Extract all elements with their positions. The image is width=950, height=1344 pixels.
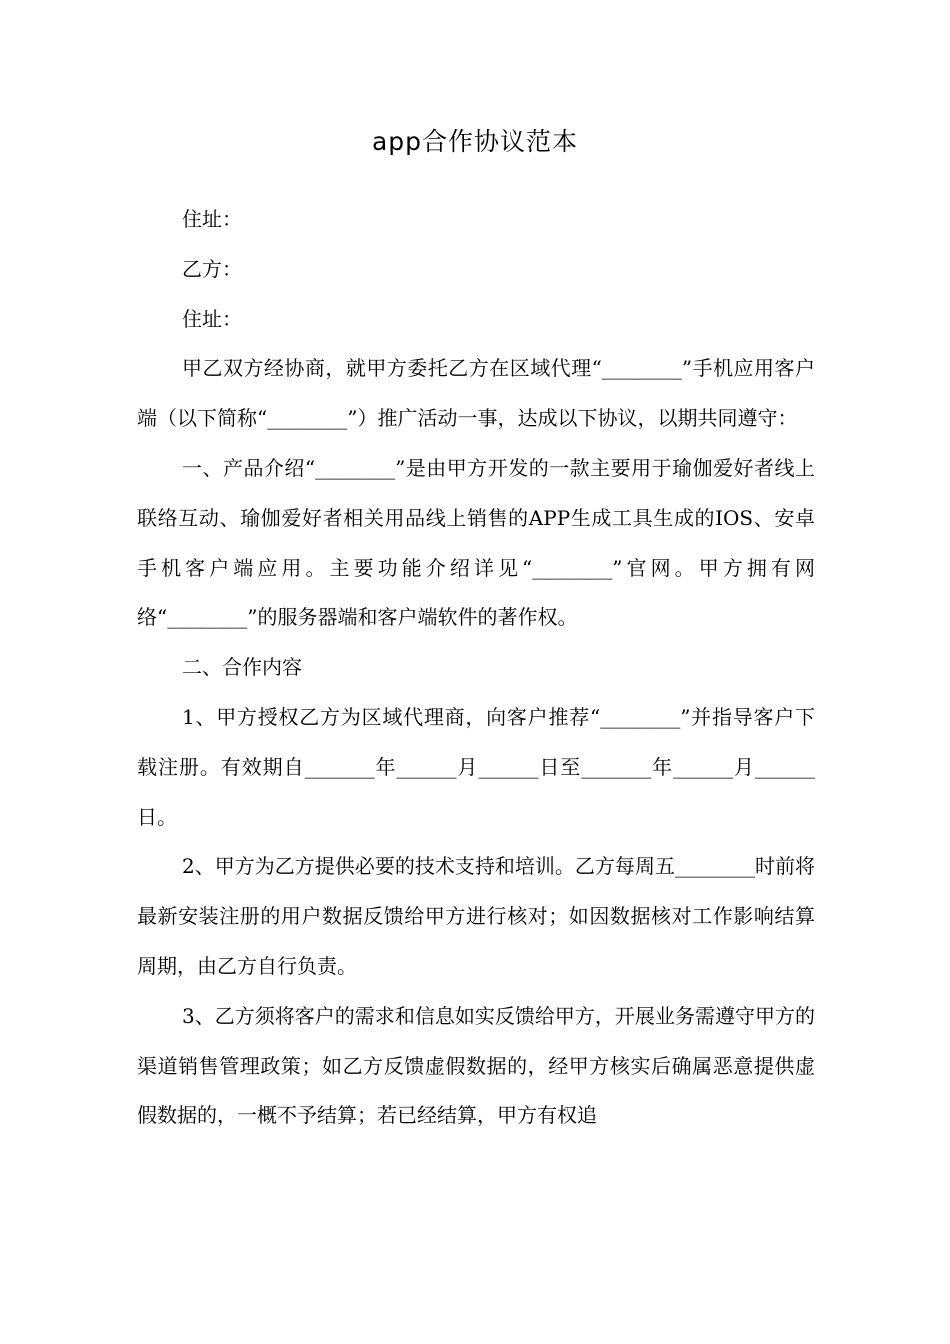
preamble-paragraph: 甲乙双方经协商，就甲方委托乙方在区域代理“________”手机应用客户端（以下简称“________”）推广活动一事，达成以下协议，以期共同遵守： xyxy=(137,356,815,431)
clause-3-paragraph: 3、乙方须将客户的需求和信息如实反馈给甲方，开展业务需遵守甲方的渠道销售管理政策；如乙方反馈虚假数据的，经甲方核实后确属恶意提供虚假数据的，一概不予结算；若已经结算，甲方有权追 xyxy=(137,1003,815,1128)
address-line-party-b: 住址： xyxy=(182,306,242,331)
document-body xyxy=(137,195,815,1141)
clause-1-paragraph: 1、甲方授权乙方为区域代理商，向客户推荐“________”并指导客户下载注册。有效期自_______年______月______日至_______年______月______日。 xyxy=(137,704,815,829)
party-b-line: 乙方： xyxy=(182,256,242,281)
clause-2-paragraph: 2、甲方为乙方提供必要的技术支持和培训。乙方每周五________时前将最新安装注册的用户数据反馈给甲方进行核对；如因数据核对工作影响结算周期，由乙方自行负责。 xyxy=(137,854,815,978)
section-heading-cooperation: 二、合作内容 xyxy=(182,655,302,680)
address-line-party-a: 住址： xyxy=(182,207,242,231)
document-title: app合作协议范本 xyxy=(371,127,579,156)
product-intro-paragraph: 一、产品介绍“________”是由甲方开发的一款主要用于瑜伽爱好者线上联络互动、瑜伽爱好者相关用品线上销售的APP生成工具生成的IOS、安卓手机客户端应用。主要功能介绍详见“________”官网。甲方拥有网络“________”的服务器端和客户端软件的著作权。 xyxy=(137,455,815,630)
